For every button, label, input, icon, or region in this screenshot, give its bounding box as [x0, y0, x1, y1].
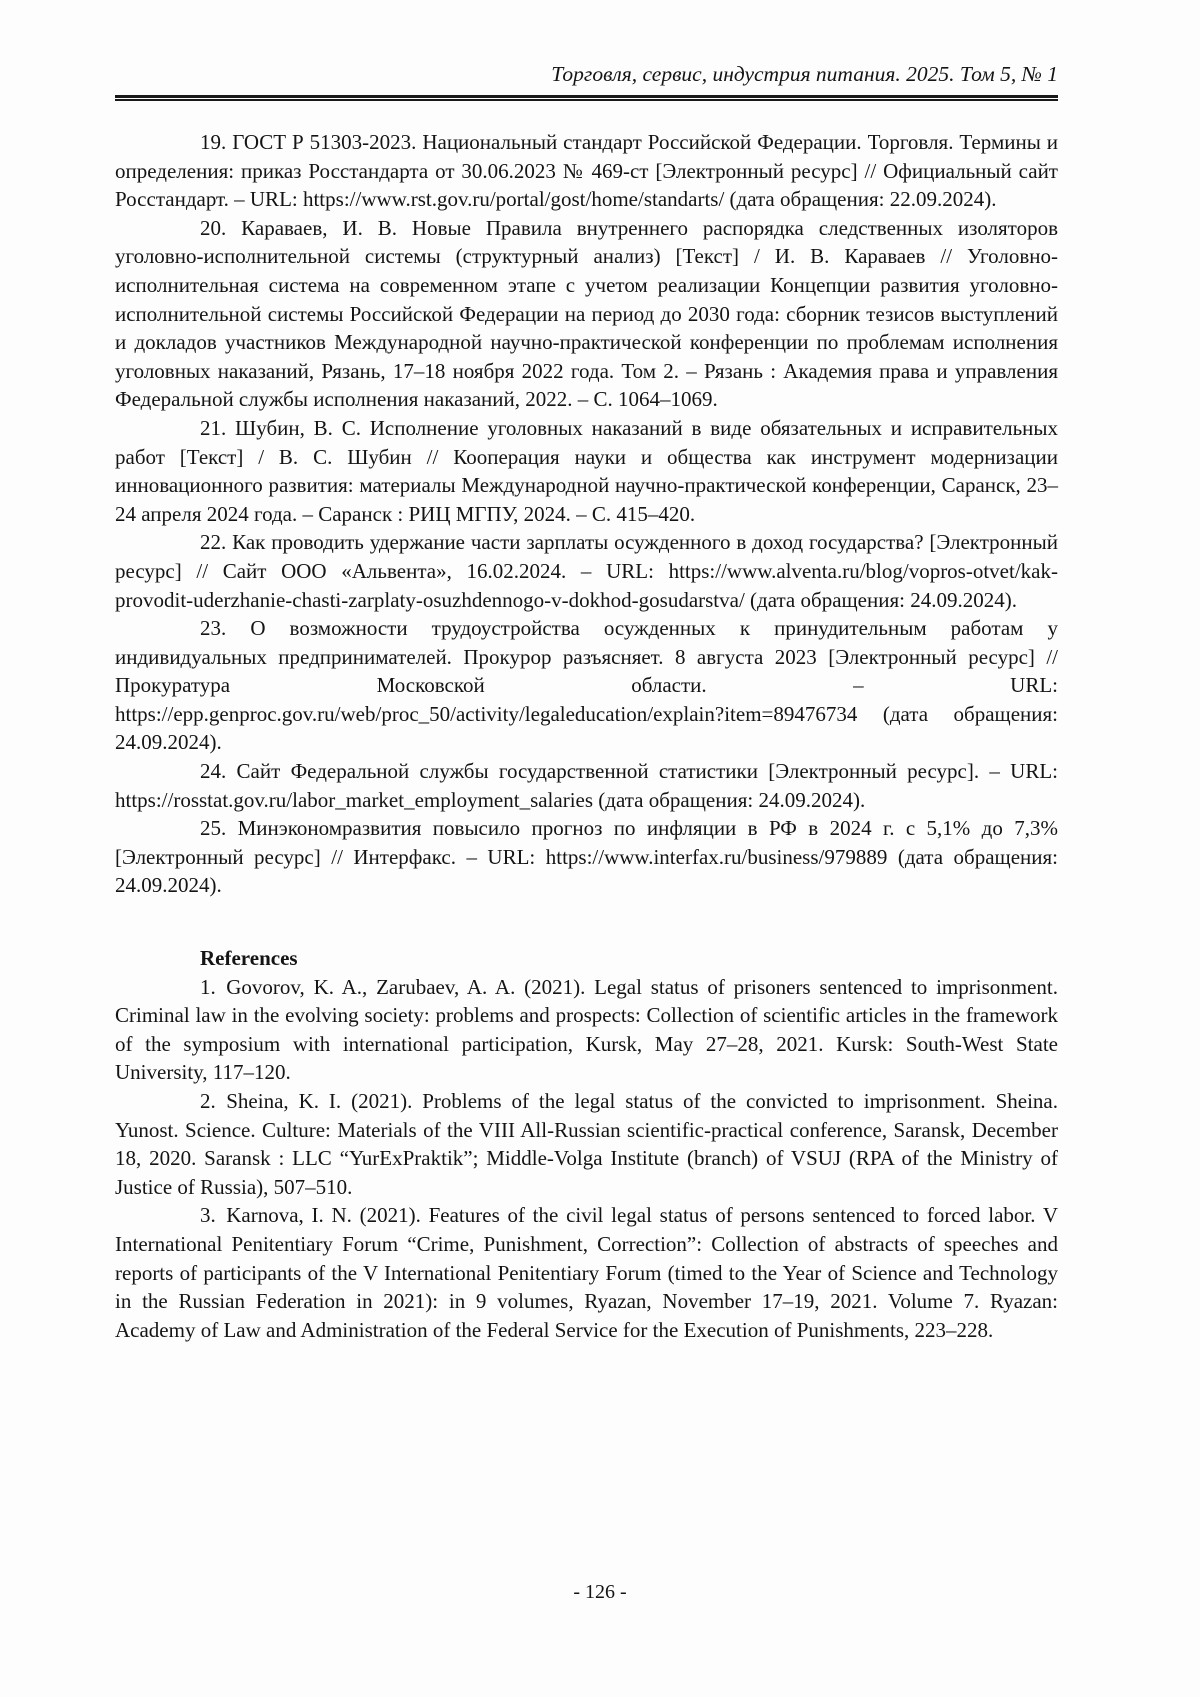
- reference-item-ru-21: 21. Шубин, В. С. Исполнение уголовных наказаний в виде обязательных и исправительных работ [Текст] / В. С. Шубин // Кооперация науки и общества как инструмент модернизации инновационного развития: материалы Международной научно-практической конференции, Саранск, 23–24 апреля 2024 года. – Саранск : РИЦ МГПУ, 2024. – С. 415–420.: [115, 415, 1058, 526]
- reference-item-ru-25: 25. Минэкономразвития повысило прогноз по инфляции в РФ в 2024 г. с 5,1% до 7,3% [Электронный ресурс] // Интерфакс. – URL: https://www.interfax.ru/business/979889 (дата обращения: 24.09.2024).: [115, 816, 1058, 898]
- reference-item-en-1: 1. Govorov, K. A., Zarubaev, A. A. (2021). Legal status of prisoners sentenced to imprisonment. Criminal law in the evolving society: problems and prospects: Collection of scientific articles in the framework of the symposium with international participation, Kursk, May 27–28, 2021. Kursk: South-West State University, 117–120.: [115, 974, 1058, 1085]
- journal-header-title: Торговля, сервис, индустрия питания. 2025. Том 5, № 1: [551, 62, 1058, 86]
- page-content: [115, 60, 1058, 1344]
- page-number: - 126 -: [573, 1581, 627, 1603]
- reference-item-en-3: 3. Karnova, I. N. (2021). Features of the civil legal status of persons sentenced to forced labor. V International Penitentiary Forum “Crime, Punishment, Correction”: Collection of abstracts of speeches and reports of participants of the V International Penitentiary Forum (timed to the Year of Science and Technology in the Russian Federation in 2021): in 9 volumes, Ryazan, November 17–19, 2021. Volume 7. Ryazan: Academy of Law and Administration of the Federal Service for the Execution of Punishments, 223–228.: [115, 1203, 1058, 1342]
- page-footer: [0, 1578, 1200, 1606]
- references-section: [115, 128, 1058, 1344]
- header-rule: [115, 95, 1058, 101]
- reference-item-ru-23: 23. О возможности трудоустройства осужденных к принудительным работам у индивидуальных предпринимателей. Прокурор разъясняет. 8 августа 2023 [Электронный ресурс] // Прокуратура Московской области. – URL: https://epp.genproc.gov.ru/web/proc_50/activity/legaleducation/explain?item=89476734 (дата обращения: 24.09.2024).: [115, 616, 1058, 755]
- reference-item-en-2: 2. Sheina, K. I. (2021). Problems of the legal status of the convicted to imprisonment. Sheina. Yunost. Science. Culture: Materials of the VIII All-Russian scientific-practical conference, Saransk, December 18, 2020. Saransk : LLC “YurExPraktik”; Middle-Volga Institute (branch) of VSUJ (RPA of the Ministry of Justice of Russia), 507–510.: [115, 1089, 1058, 1199]
- reference-item-ru-22: 22. Как проводить удержание части зарплаты осужденного в доход государства? [Электронный ресурс] // Сайт ООО «Альвента», 16.02.2024. – URL: https://www.alventa.ru/blog/vopros-otvet/kak-provodit-uderzhanie-chasti-zarplaty-osuzhdennogo-v-dokhod-gosudarstva/ (дата обращения: 24.09.2024).: [115, 530, 1058, 612]
- reference-item-ru-20: 20. Караваев, И. В. Новые Правила внутреннего распорядка следственных изоляторов уголовно-исполнительной системы (структурный анализ) [Текст] / И. В. Караваев // Уголовно-исполнительная система на современном этапе с учетом реализации Концепции развития уголовно-исполнительной системы Российской Федерации на период до 2030 года: сборник тезисов выступлений и докладов участников Международной научно-практической конференции по проблемам исполнения уголовных наказаний, Рязань, 17–18 ноября 2022 года. Том 2. – Рязань : Академия права и управления Федеральной службы исполнения наказаний, 2022. – С. 1064–1069.: [115, 215, 1058, 412]
- references-heading: References: [200, 946, 298, 971]
- reference-item-ru-19: 19. ГОСТ Р 51303-2023. Национальный стандарт Российской Федерации. Торговля. Термины и определения: приказ Росстандарта от 30.06.2023 № 469-ст [Электронный ресурс] // Официальный сайт Росстандарт. – URL: https://www.rst.gov.ru/portal/gost/home/standarts/ (дата обращения: 22.09.2024).: [115, 130, 1058, 212]
- reference-item-ru-24: 24. Сайт Федеральной службы государственной статистики [Электронный ресурс]. – URL: https://rosstat.gov.ru/labor_market_employment_salaries (дата обращения: 24.09.2024).: [115, 759, 1058, 812]
